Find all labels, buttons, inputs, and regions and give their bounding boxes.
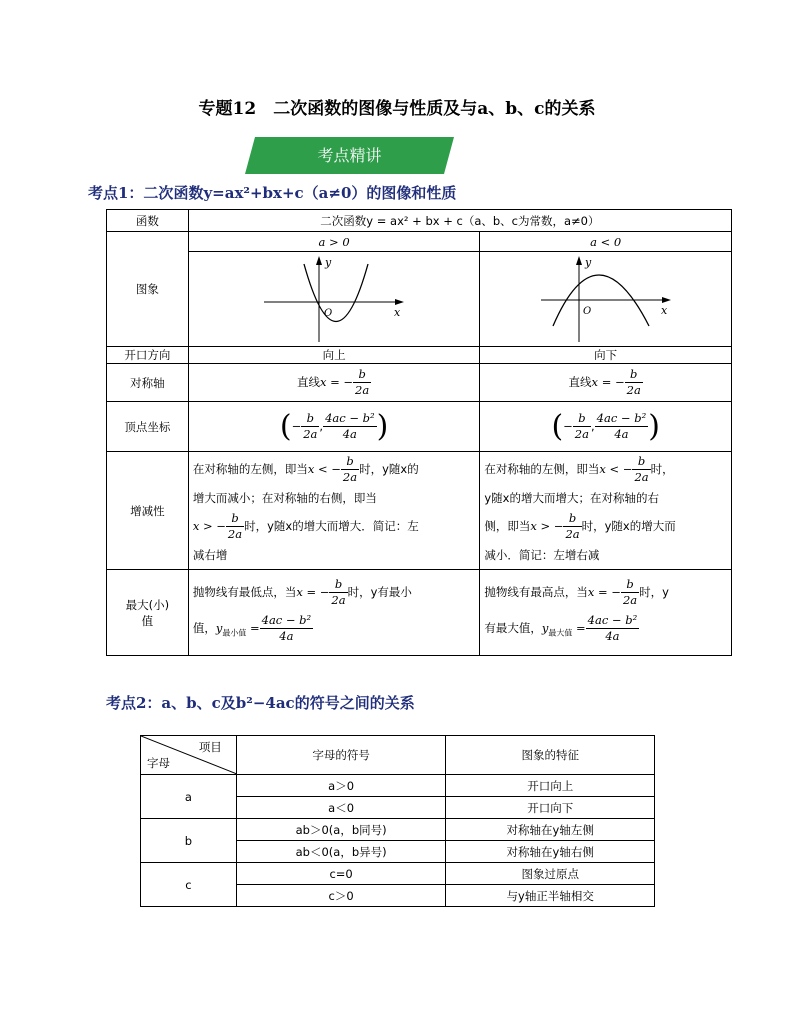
graph-down-origin: O xyxy=(582,305,591,317)
header-diag-top: 项目 xyxy=(198,740,222,754)
section1-title: 考点1：二次函数y=ax²+bx+c（a≠0）的图像和性质 xyxy=(88,184,457,202)
mono-pos-text-5: 减右增 xyxy=(192,547,228,562)
frac-num: b xyxy=(625,367,643,383)
frac-num: b xyxy=(573,411,591,427)
ext-neg-sub: 最大值 xyxy=(548,628,573,638)
frac-den: 2a xyxy=(626,383,641,397)
ext-neg-text-3: 有最大值， xyxy=(484,620,542,635)
letter-b: b xyxy=(141,819,237,863)
graph-up-x-label: x xyxy=(394,305,401,319)
mono-neg-ineq-2: x > − xyxy=(530,518,564,533)
monotonic-neg-cell xyxy=(480,452,732,570)
mono-neg-text-3: y随x的增大而增大；在对称轴的右 xyxy=(484,490,659,505)
frac-num: 4ac − b² xyxy=(325,411,375,425)
sign-cell: a＞0 xyxy=(236,775,446,797)
extreme-neg-cell xyxy=(480,570,732,656)
row-function-label: 函数 xyxy=(107,210,189,232)
ext-neg-text-1: 抛物线有最高点，当 xyxy=(484,584,588,599)
mono-pos-frac-1 xyxy=(341,454,359,485)
vertex-minus: − xyxy=(291,419,302,433)
vertex-frac-y xyxy=(323,411,377,442)
vertex-neg-cell: (− $\frac{b}{2a}$ , $\frac{\text{4ac − b²}}{4a}$ ) xyxy=(480,402,732,452)
graph-up-y-label: y xyxy=(325,255,332,269)
ext-pos-eq: = xyxy=(246,620,260,635)
parabola-down-graph xyxy=(541,254,671,342)
mono-neg-ineq-1: x < − xyxy=(599,461,633,476)
axis-prefix: 直线 xyxy=(568,375,592,389)
frac-num: b xyxy=(621,577,639,593)
ext-pos-text-1: 抛物线有最低点，当 xyxy=(192,584,297,599)
feature-cell: 开口向下 xyxy=(446,797,655,819)
frac-den: 2a xyxy=(355,383,370,397)
frac-den: 2a xyxy=(227,526,243,541)
frac-den: 2a xyxy=(342,469,358,484)
mono-neg-frac-1 xyxy=(632,454,650,485)
mono-neg-text-5: 时，y随x的增大而 xyxy=(581,518,676,533)
axis-prefix: 直线 xyxy=(296,375,320,389)
cond-a-positive: a > 0 xyxy=(188,232,480,252)
frac-num: b xyxy=(301,411,319,427)
letter-a: a xyxy=(141,775,237,819)
ext-neg-frac-2 xyxy=(586,613,640,644)
parabola-up-graph xyxy=(264,254,404,342)
header-diag-bottom: 字母 xyxy=(147,756,170,770)
graph-up-origin: O xyxy=(324,307,333,319)
sign-cell: c＞0 xyxy=(236,885,446,907)
vertex-frac-x xyxy=(301,411,319,442)
frac-den: 2a xyxy=(331,592,346,607)
graph-down-x-label: x xyxy=(660,303,667,317)
axis-neg-cell xyxy=(480,364,732,402)
mono-pos-ineq-1: x < − xyxy=(307,461,341,476)
frac-den: 2a xyxy=(622,592,638,607)
properties-table xyxy=(106,209,732,656)
row-vertex-label: 顶点坐标 xyxy=(107,402,189,452)
ext-pos-text-3: 值， xyxy=(192,620,216,635)
graph-up-cell xyxy=(188,252,480,347)
graph-down-y-label: y xyxy=(584,255,591,269)
frac-num: b xyxy=(226,511,244,527)
graph-down-cell xyxy=(480,252,732,347)
frac-den: 4a xyxy=(279,628,294,643)
axis-pos-cell xyxy=(188,364,480,402)
frac-num: b xyxy=(353,367,371,383)
ext-neg-frac-1 xyxy=(621,577,639,608)
row-extreme-label xyxy=(107,570,189,656)
frac-den: 2a xyxy=(634,469,649,484)
frac-den: 4a xyxy=(614,427,629,441)
frac-num: b xyxy=(563,511,581,527)
banner-label: 考点精讲 xyxy=(317,146,382,165)
sign-relation-table xyxy=(140,735,655,907)
vertex-frac-x xyxy=(573,411,591,442)
row-graph-label: 图象 xyxy=(107,232,189,347)
vertex-pos-cell: (− $\frac{b}{2a}$ , $\frac{\text{4ac − b²}}{4a}$ ) xyxy=(188,402,480,452)
axis-lhs: x = − xyxy=(319,375,354,389)
feature-cell: 开口向上 xyxy=(446,775,655,797)
frac-num: b xyxy=(632,454,650,470)
extreme-label-2: 值 xyxy=(141,613,154,628)
row-axis-label: 对称轴 xyxy=(107,364,189,402)
extreme-pos-cell xyxy=(188,570,480,656)
ext-pos-xeq: x = − xyxy=(296,584,330,599)
sign-cell: c=0 xyxy=(236,863,446,885)
mono-neg-frac-2 xyxy=(563,511,581,542)
axis-lhs: x = − xyxy=(591,375,625,389)
ext-pos-frac-2 xyxy=(260,613,314,644)
opening-down: 向下 xyxy=(480,347,732,364)
vertex-minus: − xyxy=(563,419,573,433)
frac-den: 2a xyxy=(303,427,318,441)
ext-pos-text-2: 时，y有最小 xyxy=(347,584,412,599)
vertex-comma: , xyxy=(590,419,595,433)
frac-den: 4a xyxy=(342,427,357,441)
sign-cell: ab＞0(a，b同号) xyxy=(236,819,446,841)
frac-den: 4a xyxy=(605,628,620,643)
mono-pos-text-1: 在对称轴的左侧，即当 xyxy=(192,461,308,476)
ext-pos-sub: 最小值 xyxy=(222,628,247,638)
header-col2: 字母的符号 xyxy=(236,736,446,775)
extreme-label-1: 最大(小) xyxy=(125,597,170,612)
frac-den: 2a xyxy=(574,427,589,441)
mono-pos-text-2: 时，y随x的 xyxy=(359,461,419,476)
ext-pos-frac-1 xyxy=(329,577,347,608)
mono-pos-frac-2 xyxy=(226,511,244,542)
opening-up: 向上 xyxy=(188,347,480,364)
row-monotonic-label: 增减性 xyxy=(107,452,189,570)
frac-num: 4ac − b² xyxy=(587,612,638,627)
letter-c: c xyxy=(141,863,237,907)
cond-a-negative: a < 0 xyxy=(480,232,732,252)
feature-cell: 图象过原点 xyxy=(446,863,655,885)
mono-neg-text-2: 时， xyxy=(650,461,674,476)
axis-fraction xyxy=(353,367,371,398)
diagonal-header-cell xyxy=(141,736,237,775)
feature-cell: 对称轴在y轴左侧 xyxy=(446,819,655,841)
mono-pos-text-4: 时，y随x的增大而增大．简记：左 xyxy=(244,518,419,533)
frac-den: 2a xyxy=(565,526,580,541)
ext-pos-y: y xyxy=(215,620,223,635)
section2-title: 考点2：a、b、c及b²−4ac的符号之间的关系 xyxy=(106,694,415,712)
sign-cell: a＜0 xyxy=(236,797,446,819)
mono-neg-text-4: 侧，即当 xyxy=(484,518,531,533)
feature-cell: 对称轴在y轴右侧 xyxy=(446,841,655,863)
feature-cell: 与y轴正半轴相交 xyxy=(446,885,655,907)
frac-num: 4ac − b² xyxy=(261,612,312,627)
header-col3: 图象的特征 xyxy=(446,736,655,775)
ext-neg-xeq: x = − xyxy=(587,584,621,599)
sign-cell: ab＜0(a，b异号) xyxy=(236,841,446,863)
axis-fraction xyxy=(625,367,643,398)
frac-num: 4ac − b² xyxy=(596,411,647,425)
vertex-comma: , xyxy=(319,419,324,433)
frac-num: b xyxy=(341,454,359,470)
ext-neg-eq: = xyxy=(572,620,586,635)
mono-pos-ineq-2: x > − xyxy=(192,518,226,533)
vertex-frac-y xyxy=(595,411,649,442)
frac-num: b xyxy=(329,577,347,593)
row-function-value: 二次函数y = ax² + bx + c（a、b、c为常数，a≠0） xyxy=(188,210,731,232)
row-opening-label: 开口方向 xyxy=(107,347,189,364)
mono-pos-text-3: 增大而减小；在对称轴的右侧，即当 xyxy=(192,490,377,505)
mono-neg-text-1: 在对称轴的左侧，即当 xyxy=(484,461,600,476)
mono-neg-text-6: 减小．简记：左增右减 xyxy=(484,547,600,562)
ext-neg-y: y xyxy=(541,620,549,635)
monotonic-pos-cell xyxy=(188,452,480,570)
ext-neg-text-2: 时，y xyxy=(639,584,669,599)
page-title: 专题12 二次函数的图像与性质及与a、b、c的关系 xyxy=(198,99,596,119)
